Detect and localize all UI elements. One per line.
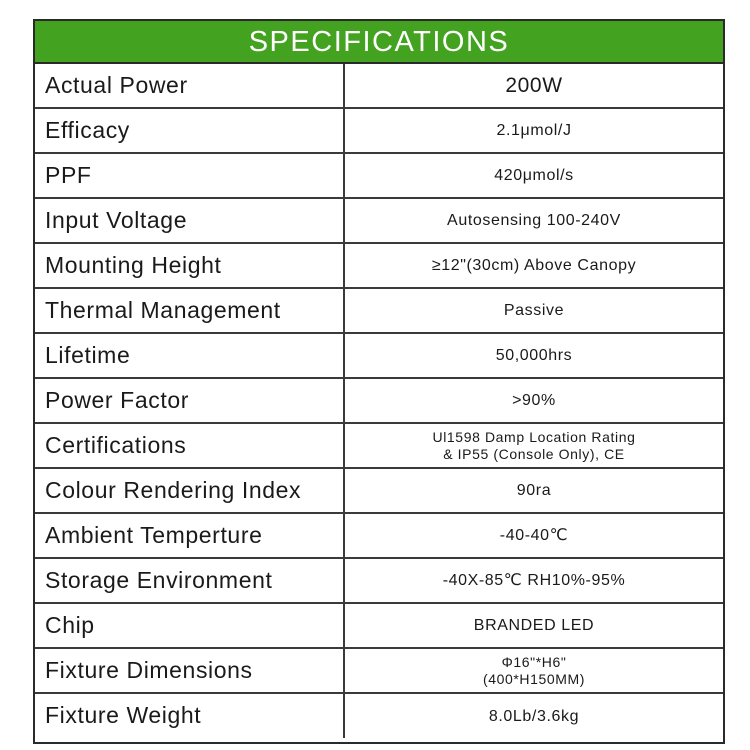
spec-value bbox=[345, 694, 723, 738]
spec-label: Certifications bbox=[35, 424, 345, 467]
spec-label: Power Factor bbox=[35, 379, 345, 422]
spec-label: Lifetime bbox=[35, 334, 345, 377]
specifications-title: SPECIFICATIONS bbox=[35, 21, 723, 64]
spec-row bbox=[35, 514, 723, 559]
spec-row bbox=[35, 649, 723, 694]
spec-label: Fixture Weight bbox=[35, 694, 345, 738]
spec-value-line: 200W bbox=[505, 74, 563, 97]
spec-label: Input Voltage bbox=[35, 199, 345, 242]
spec-label: Mounting Height bbox=[35, 244, 345, 287]
spec-value bbox=[345, 289, 723, 332]
spec-row bbox=[35, 199, 723, 244]
spec-label: Thermal Management bbox=[35, 289, 345, 332]
spec-row bbox=[35, 424, 723, 469]
spec-value-line: Ul1598 Damp Location Rating bbox=[432, 428, 636, 445]
spec-value-line: 8.0Lb/3.6kg bbox=[488, 707, 580, 725]
spec-value bbox=[345, 604, 723, 647]
spec-value bbox=[345, 649, 723, 692]
spec-label: Efficacy bbox=[35, 109, 345, 152]
spec-value bbox=[345, 514, 723, 557]
spec-value-line: -40-40℃ bbox=[499, 527, 569, 544]
spec-value bbox=[345, 559, 723, 602]
spec-row bbox=[35, 469, 723, 514]
spec-value bbox=[345, 64, 723, 107]
spec-value bbox=[345, 424, 723, 467]
spec-value-line: >90% bbox=[512, 392, 556, 409]
spec-label: Actual Power bbox=[35, 64, 345, 107]
spec-label: Colour Rendering Index bbox=[35, 469, 345, 512]
spec-value-line: -40X-85℃ RH10%-95% bbox=[442, 572, 626, 589]
spec-value bbox=[345, 109, 723, 152]
spec-value bbox=[345, 199, 723, 242]
specifications-table bbox=[33, 19, 725, 744]
spec-row bbox=[35, 334, 723, 379]
spec-value-line: BRANDED LED bbox=[473, 617, 595, 634]
spec-row bbox=[35, 604, 723, 649]
spec-label: PPF bbox=[35, 154, 345, 197]
spec-value-line: Autosensing 100-240V bbox=[447, 212, 621, 229]
spec-row bbox=[35, 379, 723, 424]
spec-value-line: ≥12"(30cm) Above Canopy bbox=[431, 257, 637, 274]
spec-row bbox=[35, 64, 723, 109]
spec-row bbox=[35, 559, 723, 604]
spec-row bbox=[35, 289, 723, 334]
spec-value-line: Passive bbox=[503, 302, 565, 319]
spec-row bbox=[35, 154, 723, 199]
spec-label: Chip bbox=[35, 604, 345, 647]
spec-value-line: 50,000hrs bbox=[495, 347, 573, 364]
spec-value bbox=[345, 154, 723, 197]
spec-value-line: Φ16"*H6" bbox=[501, 653, 567, 670]
spec-value-line: 2.1μmol/J bbox=[496, 122, 572, 139]
spec-label: Fixture Dimensions bbox=[35, 649, 345, 692]
spec-rows bbox=[35, 64, 723, 738]
spec-value bbox=[345, 244, 723, 287]
spec-label: Storage Environment bbox=[35, 559, 345, 602]
spec-row bbox=[35, 694, 723, 738]
spec-value-line: 420μmol/s bbox=[494, 167, 574, 184]
spec-value-line: & IP55 (Console Only), CE bbox=[443, 445, 625, 462]
spec-value-line: (400*H150MM) bbox=[482, 670, 586, 687]
spec-value bbox=[345, 469, 723, 512]
spec-value-line: 90ra bbox=[516, 482, 552, 499]
spec-value bbox=[345, 379, 723, 422]
spec-row bbox=[35, 109, 723, 154]
spec-label: Ambient Temperture bbox=[35, 514, 345, 557]
spec-value bbox=[345, 334, 723, 377]
spec-row bbox=[35, 244, 723, 289]
